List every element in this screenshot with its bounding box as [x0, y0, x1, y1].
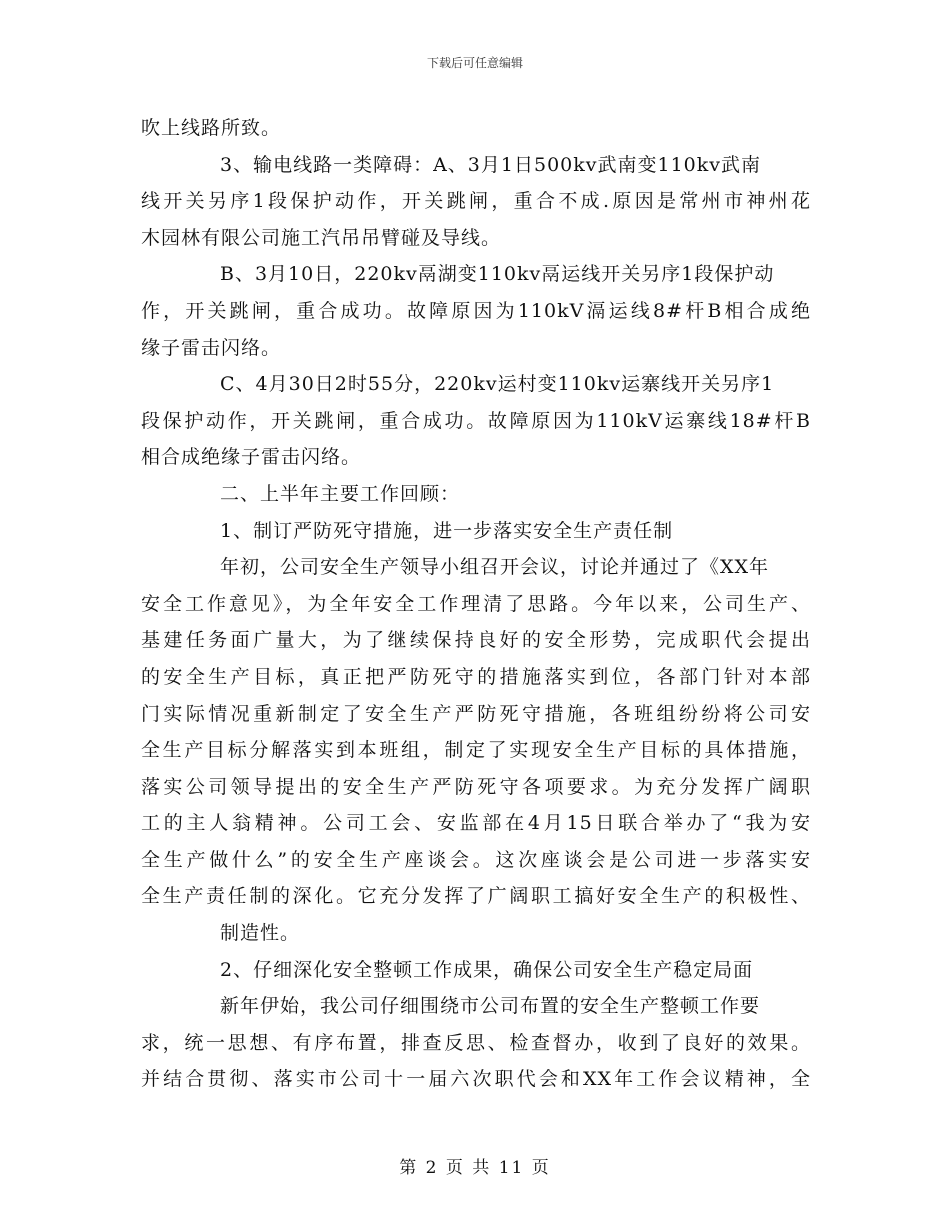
page-header: 下载后可任意编辑 [426, 56, 523, 70]
text-line: 制造性。 [220, 922, 301, 945]
text-line: 年初，公司安全生产领导小组召开会议，讨论并通过了《XX年 [220, 556, 770, 579]
section-heading: 二、上半年主要工作回顾： [220, 482, 461, 505]
text-line: 基建任务面广量大，为了继续保持良好的安全形势，完成职代会提出 [141, 629, 811, 652]
text-line: 的安全生产目标，真正把严防死守的措施落实到位，各部门针对本部 [141, 665, 811, 688]
document-body [141, 110, 811, 1098]
text-line: 作，开关跳闸，重合成功。故障原因为110kV滆运线8#杆B相合成绝 [141, 299, 811, 322]
text-line: 段保护动作，开关跳闸，重合成功。故障原因为110kV运寨线18#杆B [141, 409, 811, 432]
text-line: 相合成绝缘子雷击闪络。 [141, 446, 362, 469]
subsection-heading: 1、制订严防死守措施，进一步落实安全生产责任制 [220, 519, 674, 542]
subsection-heading: 2、仔细深化安全整顿工作成果，确保公司安全生产稳定局面 [220, 958, 754, 981]
text-line: 工的主人翁精神。公司工会、安监部在4月15日联合举办了“我为安 [141, 812, 811, 835]
text-line: 求，统一思想、有序布置，排查反思、检查督办，收到了良好的效果。 [141, 1031, 811, 1054]
text-line: 全生产责任制的深化。它充分发挥了广阔职工搞好安全生产的积极性、 [141, 885, 811, 908]
text-line: 落实公司领导提出的安全生产严防死守各项要求。为充分发挥广阔职 [141, 775, 811, 798]
page-footer: 第 2 页 共 11 页 [399, 1158, 551, 1178]
text-line: 缘子雷击闪络。 [141, 336, 282, 359]
text-line: C、4月30日2时55分，220kv运村变110kv运寨线开关另序1 [220, 373, 775, 396]
text-line: 新年伊始，我公司仔细围绕市公司布置的安全生产整顿工作要 [220, 995, 761, 1018]
text-line: 全生产做什么”的安全生产座谈会。这次座谈会是公司进一步落实安 [141, 848, 811, 871]
text-line: B、3月10日，220kv鬲湖变110kv鬲运线开关另序1段保护动 [220, 263, 775, 286]
text-line: 吹上线路所致。 [141, 117, 282, 139]
text-line: 并结合贯彻、落实市公司十一届六次职代会和XX年工作会议精神，全 [141, 1068, 811, 1091]
text-line: 木园林有限公司施工汽吊吊臂碰及导线。 [141, 226, 502, 249]
text-line: 线开关另序1段保护动作，开关跳闸，重合不成.原因是常州市神州花 [141, 190, 811, 213]
text-line: 门实际情况重新制定了安全生产严防死守措施，各班组纷纷将公司安 [141, 702, 811, 725]
text-line: 全生产目标分解落实到本班组，制定了实现安全生产目标的具体措施， [141, 739, 811, 762]
text-line: 3、输电线路一类障碍：A、3月1日500kv武南变110kv武南 [220, 153, 762, 176]
text-line: 安全工作意见》，为全年安全工作理清了思路。今年以来，公司生产、 [141, 592, 811, 615]
